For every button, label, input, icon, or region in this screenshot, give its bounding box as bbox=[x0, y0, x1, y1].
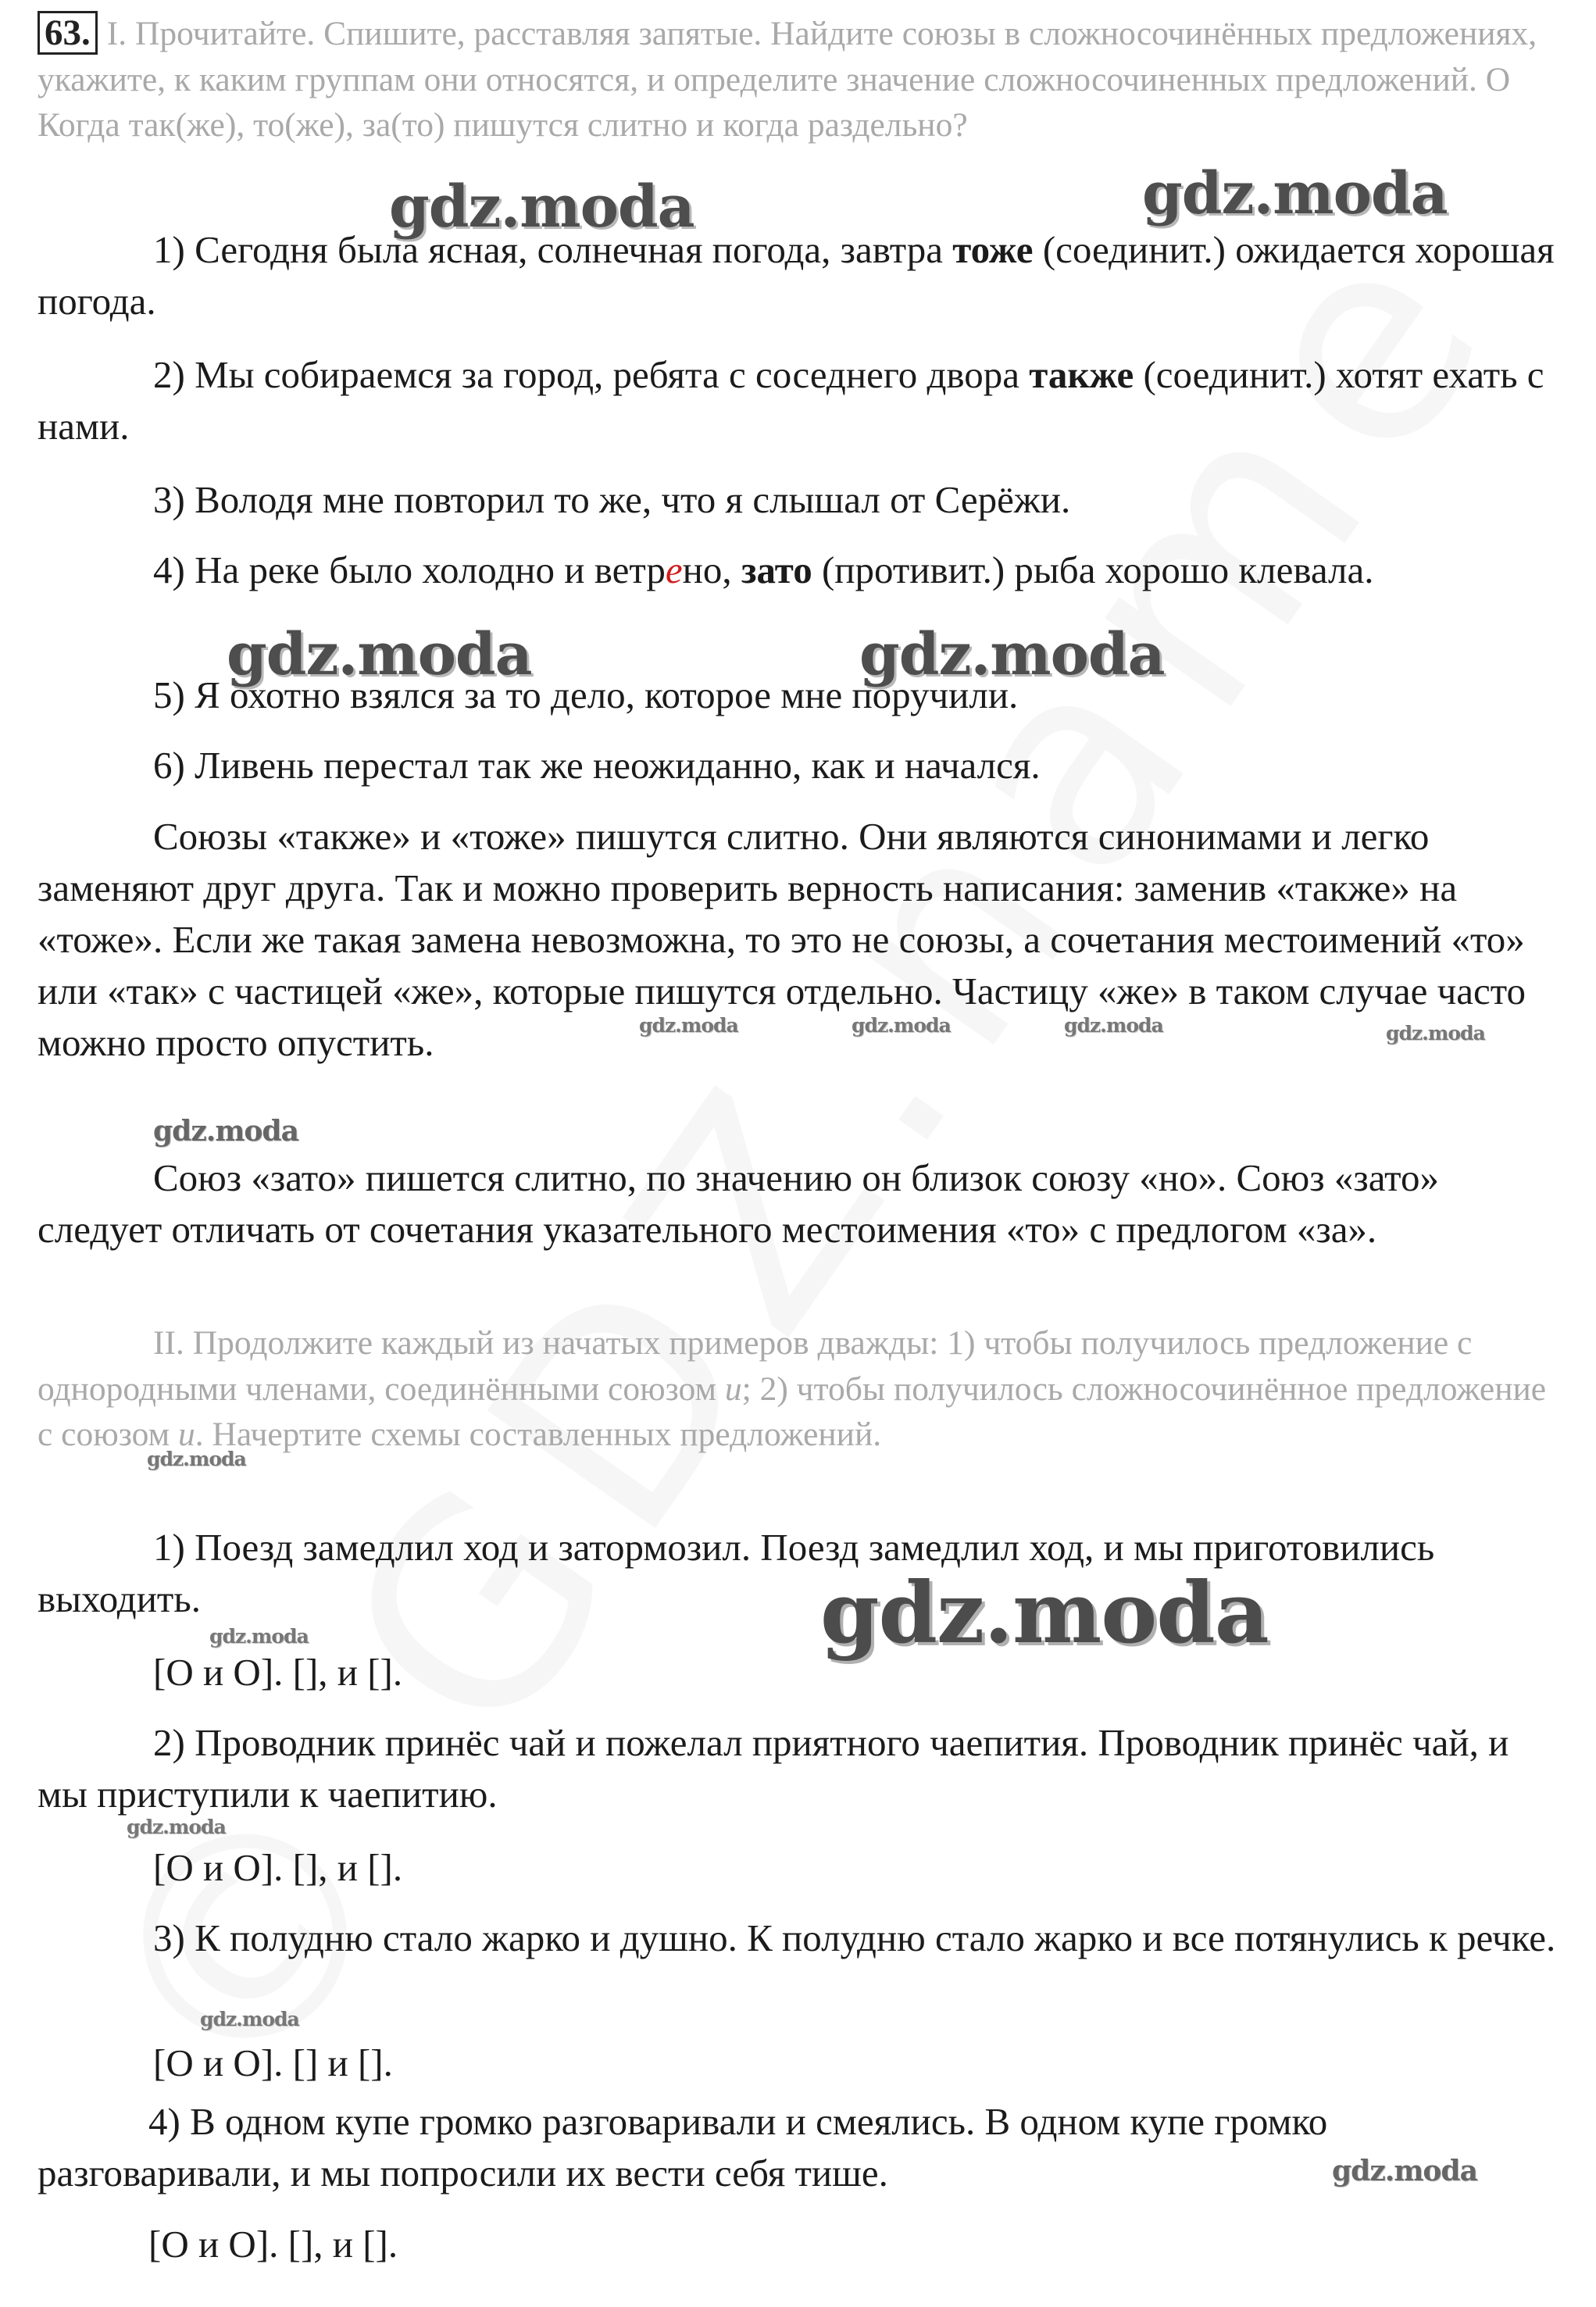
answer-sentence-6: 6) Ливень перестал так же неожиданно, как и начался. bbox=[153, 744, 1041, 787]
example-answer-3: 3) К полудню стало жарко и душно. К полудню стало жарко и все потянулись к речке. bbox=[153, 1916, 1556, 1959]
watermark-label: gdz.moda bbox=[859, 621, 1165, 688]
conjunction-bold: также bbox=[1029, 353, 1134, 396]
watermark-label: gdz.moda bbox=[1386, 1022, 1485, 1045]
scheme-1: [О и О]. [], и []. bbox=[153, 1651, 403, 1694]
watermark-label: gdz.moda bbox=[820, 1564, 1269, 1662]
example-answer-1: 1) Поезд замедлил ход и затормозил. Поезд замедлил ход, и мы приготовились выходить. bbox=[37, 1526, 1435, 1620]
watermark-label: gdz.moda bbox=[852, 1014, 951, 1037]
explanation-paragraph-1: Союзы «также» и «тоже» пишутся слитно. Они являются синонимами и легко заменяют друг друга. Так и можно проверить верность написания: заменив «также» на «тоже». Если же такая замена невозможна, то это не союзы, а сочетания местоимений «то» или «так» с частицей «же», которые пишутся отдельно. Частицу «же» в таком случае часто можно просто опустить. bbox=[37, 815, 1526, 1064]
watermark-label: gdz.moda bbox=[1142, 160, 1448, 227]
scheme-2: [О и О]. [], и []. bbox=[153, 1846, 403, 1889]
watermark-label: gdz.moda bbox=[1332, 2155, 1477, 2187]
answer-sentence-4: 4) На реке было холодно и ветрено, зато (противит.) рыба хорошо клевала. bbox=[153, 548, 1374, 591]
example-answer-4: 4) В одном купе громко разговаривали и смеялись. В одном купе громко разговаривали, и мы попросили их вести себя тише. bbox=[37, 2100, 1328, 2195]
task-one-text: I. Прочитайте. Спишите, расставляя запятые. Найдите союзы в сложносочинённых предложениях, укажите, к каким группам они относятся, и определите значение сложносочиненных предложений. О Когда так(же), то(же), за(то) пишутся слитно и когда раздельно? bbox=[37, 15, 1537, 144]
exercise-number: 63. bbox=[37, 11, 98, 55]
watermark-label: gdz.moda bbox=[153, 1115, 298, 1148]
watermark-label: gdz.moda bbox=[389, 173, 694, 241]
conjunction-bold: зато bbox=[741, 548, 812, 591]
answer-sentence-3: 3) Володя мне повторил то же, что я слышал от Серёжи. bbox=[153, 478, 1071, 521]
answer-sentence-1: 1) Сегодня была ясная, солнечная погода, завтра тоже (соединит.) ожидается хорошая погода. bbox=[37, 228, 1555, 323]
scheme-4: [О и О]. [], и []. bbox=[148, 2223, 398, 2266]
watermark-label: gdz.moda bbox=[639, 1014, 738, 1037]
task-one-instruction bbox=[37, 11, 1561, 148]
answer-sentence-2: 2) Мы собираемся за город, ребята с соседнего двора также (соединит.) хотят ехать с нами. bbox=[37, 353, 1544, 448]
watermark-label: gdz.moda bbox=[200, 2008, 299, 2030]
watermark-label: gdz.moda bbox=[209, 1625, 309, 1648]
conjunction-bold: тоже bbox=[952, 228, 1034, 271]
explanation-paragraph-2: Союз «зато» пишется слитно, по значению он близок союзу «но». Союз «зато» следует отличать от сочетания указательного местоимения «то» с предлогом «за». bbox=[37, 1156, 1439, 1251]
task-two-instruction: II. Продолжите каждый из начатых примеров дважды: 1) чтобы получилось предложение с однородными членами, соединёнными союзом и; 2) чтобы получилось сложносочинённое предложение с союзом и. Начертите схемы составленных предложений. bbox=[37, 1324, 1547, 1453]
scheme-3: [О и О]. [] и []. bbox=[153, 2041, 393, 2084]
example-answer-2: 2) Проводник принёс чай и пожелал приятного чаепития. Проводник принёс чай, и мы приступили к чаепитию. bbox=[37, 1721, 1509, 1816]
highlighted-letter: е bbox=[665, 548, 683, 591]
watermark-label: gdz.moda bbox=[1064, 1014, 1163, 1037]
watermark-label: gdz.moda bbox=[127, 1816, 226, 1838]
watermark-label: gdz.moda bbox=[147, 1448, 246, 1470]
watermark-label: gdz.moda bbox=[227, 621, 532, 688]
answer-sentence-5: 5) Я охотно взялся за то дело, которое мне поручили. bbox=[153, 673, 1019, 716]
